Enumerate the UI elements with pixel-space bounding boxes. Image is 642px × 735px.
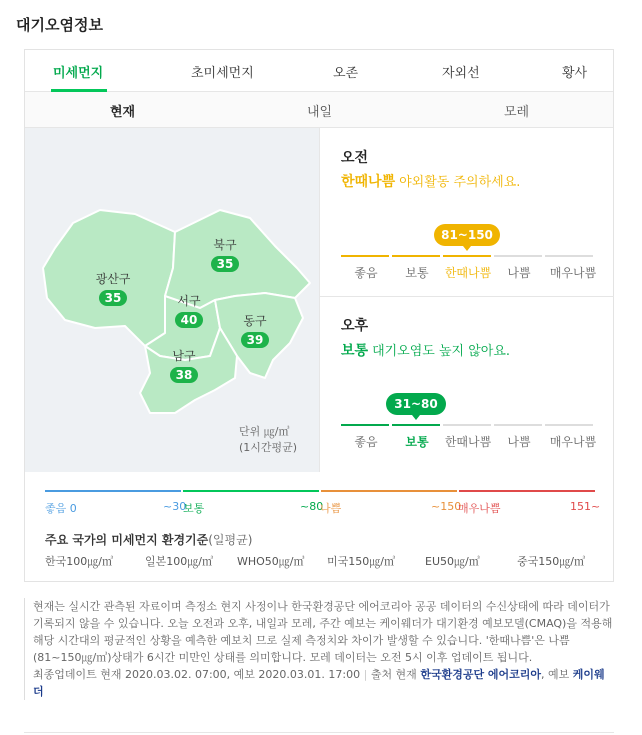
pm-label: 오후 [341, 318, 369, 334]
tab-fine-dust[interactable]: 미세먼지 [53, 66, 104, 81]
pm-range-text: 31~80 [394, 397, 438, 411]
district-nam[interactable] [162, 347, 206, 383]
standard-who: WHO50㎍/㎥ [237, 555, 305, 568]
district-value-badge: 35 [99, 290, 128, 306]
am-seg-good [341, 255, 389, 257]
pm-message: 대기오염도 높지 않아요. [372, 344, 511, 359]
unit-text: 단위 ㎍/㎥ [239, 425, 290, 438]
pm-scale [341, 424, 594, 426]
am-level-bad: 나쁨 [507, 266, 531, 280]
am-seg-normal [392, 255, 440, 257]
pollutant-tabs [25, 50, 613, 92]
am-seg-bad [494, 255, 542, 257]
update-info [33, 666, 614, 700]
pm-seg-normal [392, 424, 440, 426]
district-value-badge: 39 [241, 332, 270, 348]
grade-bar-bad [321, 490, 457, 492]
notes-text: 현재는 실시간 관측된 자료이며 측정소 현지 사정이나 한국환경공단 에어코리아 공공 데이터의 수신상태에 따라 데이터가 기록되지 않을 수 있습니다. 오늘 오전과 오후, 내일과 모레, 주간 예보는 케이웨더가 대기환경 예보모델(CMAQ)을 적용해 해당 시간대의 평균적인 상황을 예측한 예보치 므로 실제 측정치와 차이가 발생할 수 있습니다. '한때나쁨'은 나쁨(81~150㎍/㎥)상태가 6시간 미만인 상태를 의미합니다. 모레 데이터는 오전 5시 이후 업데이트 됩니다. [33, 600, 613, 664]
district-buk[interactable] [203, 236, 247, 272]
source-airkorea-link[interactable]: 한국환경공단 에어코리아 [420, 668, 542, 681]
grade-bar-very-bad [459, 490, 595, 492]
tab-yellow-dust[interactable]: 황사 [562, 66, 588, 81]
am-level-temp-bad: 한때나쁨 [444, 266, 492, 280]
tab-uv[interactable]: 자외선 [442, 66, 480, 81]
day-subtabs [25, 92, 613, 128]
pm-level-temp-bad: 한때나쁨 [444, 435, 492, 449]
source-kweather-link[interactable]: 케이웨더 [33, 668, 605, 698]
district-name: 동구 [243, 314, 267, 328]
pm-level-bad: 나쁨 [507, 435, 531, 449]
district-value-badge: 40 [175, 312, 204, 328]
pm-seg-good [341, 424, 389, 426]
grade-bar-normal [183, 490, 319, 492]
grade-151-label: 151~ [570, 500, 601, 513]
forecast-panel [319, 128, 613, 472]
grade-bar-good [45, 490, 181, 492]
subtab-now[interactable]: 현재 [110, 105, 136, 120]
grade-very-bad-label: 매우나쁨 [458, 502, 501, 515]
unit-label [239, 424, 297, 456]
pm-status [341, 340, 510, 360]
standards-title-text: 주요 국가의 미세먼지 환경기준 [45, 533, 209, 547]
am-status [341, 171, 520, 191]
source-prefix: 출처 현재 [370, 668, 417, 681]
air-quality-card [24, 49, 614, 582]
am-message: 야외활동 주의하세요. [399, 175, 521, 190]
district-gwangsan[interactable] [91, 270, 135, 306]
section-title: 대기오염정보 [16, 16, 103, 34]
district-name: 남구 [172, 349, 196, 363]
district-value-badge: 35 [211, 256, 240, 272]
am-seg-very-bad [545, 255, 593, 257]
district-map [25, 128, 319, 472]
district-name: 북구 [213, 238, 237, 252]
separator: | [363, 668, 368, 681]
pm-seg-temp-bad [443, 424, 491, 426]
source-mid: , 예보 [541, 668, 570, 681]
district-value-badge: 38 [170, 367, 199, 383]
standard-japan: 일본100㎍/㎥ [145, 555, 213, 568]
standards-title [45, 531, 252, 548]
am-range-bubble [434, 224, 500, 246]
grade-scale-bar [45, 490, 595, 492]
pm-level-normal: 보통 [405, 435, 429, 449]
tab-ozone[interactable]: 오존 [333, 66, 359, 81]
pm-range-bubble [386, 393, 446, 415]
period-divider [320, 296, 614, 297]
district-seo[interactable] [167, 292, 211, 328]
tab-ultrafine-dust[interactable]: 초미세먼지 [191, 66, 254, 81]
am-grade: 한때나쁨 [341, 174, 396, 190]
standard-eu: EU50㎍/㎥ [425, 555, 480, 568]
standards-subtitle: (일평균) [208, 533, 253, 547]
am-range-text: 81~150 [441, 228, 493, 242]
pm-level-good: 좋음 [354, 435, 378, 449]
update-text: 최종업데이트 현재 2020.03.02. 07:00, 예보 2020.03.01. 17:00 [33, 668, 361, 681]
standard-korea: 한국100㎍/㎥ [45, 555, 113, 568]
pm-level-very-bad: 매우나쁨 [549, 435, 597, 449]
district-dong[interactable] [233, 312, 277, 348]
grade-80-label: ~80 [300, 500, 324, 513]
am-scale [341, 255, 594, 257]
notes-section [24, 598, 614, 700]
subtab-day-after[interactable]: 모레 [504, 105, 530, 120]
am-seg-temp-bad [443, 255, 491, 257]
bottom-divider [24, 732, 614, 733]
am-level-good: 좋음 [354, 266, 378, 280]
grade-good-label: 좋음 0 [45, 502, 77, 515]
unit-average-text: (1시간평균) [239, 441, 298, 454]
grade-normal-label: 보통 [183, 502, 205, 515]
district-name: 광산구 [95, 272, 131, 286]
pm-seg-bad [494, 424, 542, 426]
grade-30-label: ~30 [163, 500, 187, 513]
am-level-very-bad: 매우나쁨 [549, 266, 597, 280]
grade-150-label: ~150 [431, 500, 462, 513]
am-level-normal: 보통 [405, 266, 429, 280]
am-label: 오전 [341, 150, 369, 166]
pm-grade: 보통 [341, 343, 369, 359]
pm-seg-very-bad [545, 424, 593, 426]
subtab-tomorrow[interactable]: 내일 [307, 105, 333, 120]
standard-usa: 미국150㎍/㎥ [327, 555, 395, 568]
district-name: 서구 [177, 294, 201, 308]
grade-bad-label: 나쁨 [320, 502, 342, 515]
standard-china: 중국150㎍/㎥ [517, 555, 585, 568]
